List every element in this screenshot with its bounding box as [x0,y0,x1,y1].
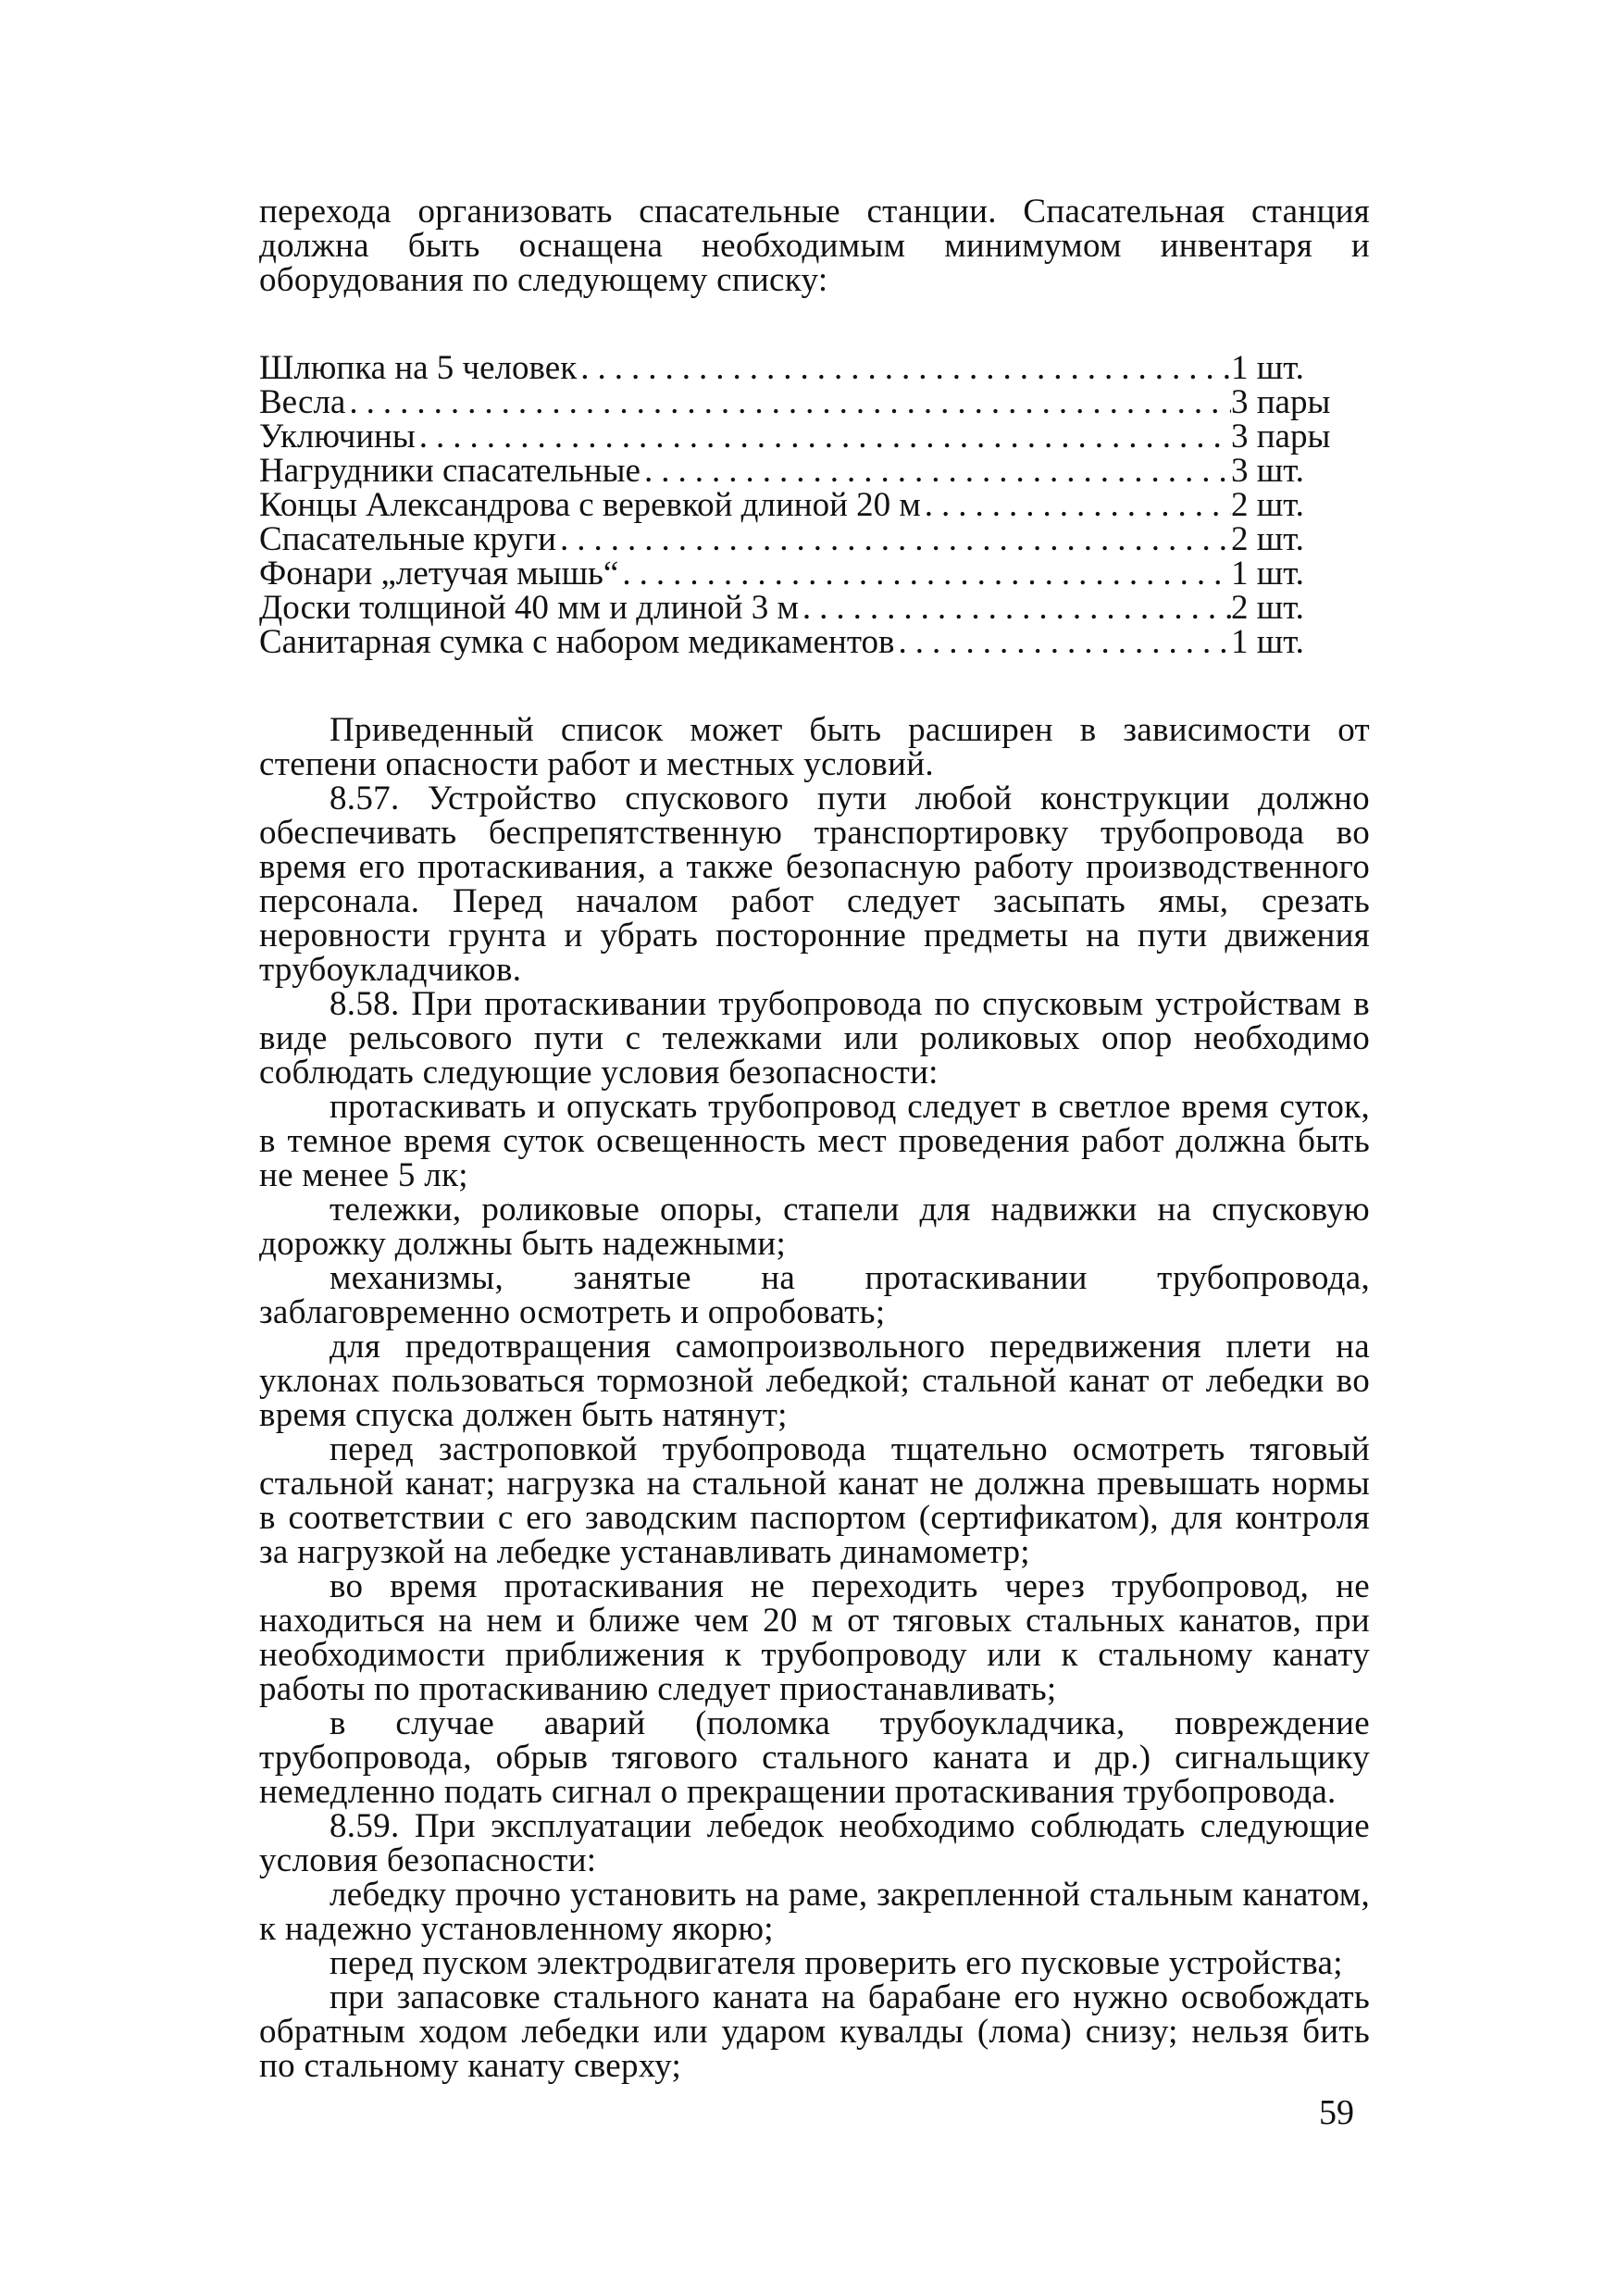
paragraph: 8.57. Устройство спускового пути любой конструкции должно обеспечивать беспрепятственную транспортировку трубопровода во время его протаскивания, а также безопасную работу производственного персонала. Перед началом работ следует засыпать ямы, срезать неровности грунта и убрать посторонние предметы на пути движения трубоукладчиков. [259,780,1370,989]
inventory-item-name: Концы Александрова с веревкой длиной 20 м [259,486,921,524]
inventory-item-qty: 3 пары [1231,418,1331,455]
paragraph: 8.59. При эксплуатации лебедок необходимо соблюдать следующие условия безопасности: [259,1807,1370,1879]
dot-leader [556,522,1231,556]
inventory-item [259,522,1370,556]
inventory-item-qty: 3 пары [1231,383,1331,421]
paragraph: протаскивать и опускать трубопровод следует в светлое время суток, в темное время суток освещенность мест проведения работ должна быть не менее 5 лк; [259,1088,1370,1194]
inventory-item-name: Уключины [259,418,416,455]
inventory-item [259,488,1370,522]
dot-leader [618,556,1231,591]
dot-leader [799,591,1231,625]
inventory-item-name: Фонари „летучая мышь“ [259,555,619,593]
inventory-item-qty: 1 шт. [1231,623,1304,661]
dot-leader [894,625,1231,659]
inventory-item-name: Спасательные круги [259,520,556,558]
paragraph: во время протаскивания не переходить через трубопровод, не находиться на нем и ближе чем 20 м от тяговых стальных канатов, при необходимости приближения к трубопроводу или к стальному канату работы по протаскиванию следует приостанавливать; [259,1567,1370,1708]
paragraph: перед застроповкой трубопровода тщательно осмотреть тяговый стальной канат; нагрузка на стальной канат не должна превышать нормы в соответствии с его заводским паспортом (сертификатом), для контроля за нагрузкой на лебедке устанавливать динамометр; [259,1430,1370,1571]
inventory-item-qty: 1 шт. [1231,349,1304,387]
paragraph: перед пуском электродвигателя проверить его пусковые устройства; [330,1944,1343,1982]
inventory-item-qty: 1 шт. [1231,555,1304,593]
dot-leader [577,351,1231,385]
inventory-item [259,454,1370,488]
inventory-item-name: Шлюпка на 5 человек [259,349,578,387]
paragraph: Приведенный список может быть расширен в зависимости от степени опасности работ и местных условий. [259,711,1370,783]
dot-leader [345,385,1231,419]
inventory-item [259,385,1370,419]
inventory-item-qty: 2 шт. [1231,486,1304,524]
inventory-item-qty: 3 шт. [1231,452,1304,490]
inventory-item [259,419,1370,454]
inventory-item-qty: 2 шт. [1231,520,1304,558]
intro-paragraph: перехода организовать спасательные станции. Спасательная станция должна быть оснащена необходимым минимумом инвентаря и оборудования по следующему списку: [259,193,1370,299]
paragraph: лебедку прочно установить на раме, закрепленной стальным канатом, к надежно установленному якорю; [259,1876,1370,1948]
inventory-item [259,556,1370,591]
inventory-item-name: Санитарная сумка с набором медикаментов [259,623,895,661]
inventory-item-name: Весла [259,383,346,421]
paragraph: в случае аварий (поломка трубоукладчика, повреждение трубопровода, обрыв тягового стального каната и др.) сигнальщику немедленно подать сигнал о прекращении протаскивания трубопровода. [259,1704,1370,1811]
inventory-item [259,351,1370,385]
paragraph: механизмы, занятые на протаскивании трубопровода, заблаговременно осмотреть и опробовать; [259,1259,1370,1331]
inventory-item-qty: 2 шт. [1231,589,1304,627]
dot-leader [641,454,1231,488]
dot-leader [416,419,1231,454]
inventory-item-name: Нагрудники спасательные [259,452,641,490]
paragraph: для предотвращения самопроизвольного передвижения плети на уклонах пользоваться тормозной лебедкой; стальной канат от лебедки во время спуска должен быть натянут; [259,1328,1370,1434]
paragraph: 8.58. При протаскивании трубопровода по спусковым устройствам в виде рельсового пути с тележками или роликовых опор необходимо соблюдать следующие условия безопасности: [259,985,1370,1092]
inventory-list [259,351,1370,659]
inventory-item-name: Доски толщиной 40 мм и длиной 3 м [259,589,799,627]
paragraph: тележки, роликовые опоры, стапели для надвижки на спусковую дорожку должны быть надежными; [259,1191,1370,1263]
inventory-item [259,625,1370,659]
paragraph: при запасовке стального каната на барабане его нужно освобождать обратным ходом лебедки или ударом кувалды (лома) снизу; нельзя бить по стальному канату сверху; [259,1978,1370,2085]
page-body [259,194,1370,2083]
dot-leader [921,488,1231,522]
inventory-item [259,591,1370,625]
page-number: 59 [1319,2093,1354,2132]
